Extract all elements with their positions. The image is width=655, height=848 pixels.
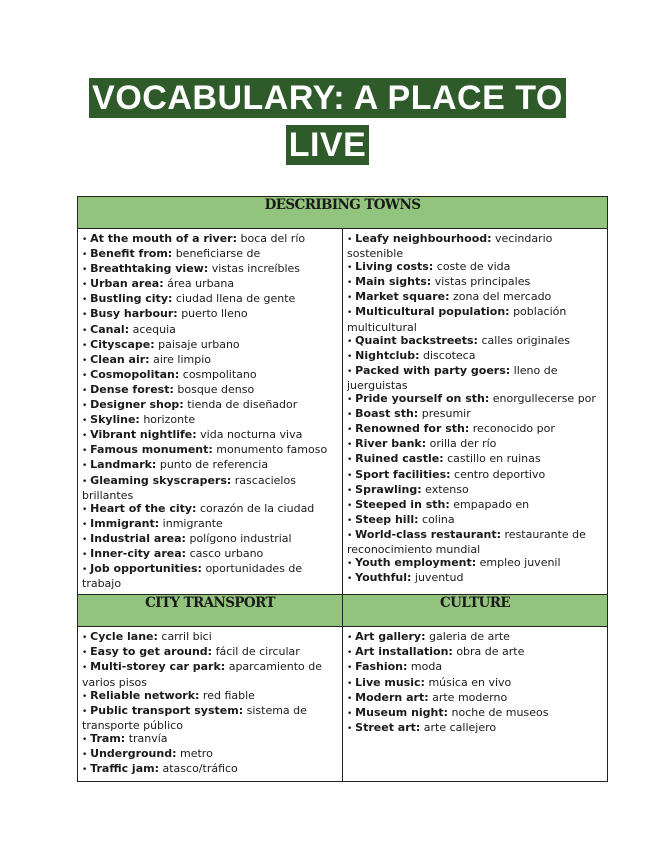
vocab-definition: inmigrante <box>162 516 223 530</box>
vocab-item <box>347 260 603 275</box>
describing-towns-left-cell <box>78 229 343 595</box>
bullet-icon: • <box>82 706 91 717</box>
vocab-definition: empapado en <box>453 497 530 511</box>
vocab-term: Boast sth: <box>355 407 419 421</box>
bullet-icon: • <box>82 250 91 261</box>
vocab-item <box>347 290 603 305</box>
vocab-item <box>82 323 338 338</box>
bullet-icon: • <box>347 500 356 511</box>
vocab-term: Steep hill: <box>355 512 419 526</box>
bullet-icon: • <box>82 476 91 487</box>
vocab-term: Heart of the city: <box>90 501 197 515</box>
vocab-definition: fácil de circular <box>215 645 300 659</box>
bullet-icon: • <box>347 336 356 347</box>
vocab-definition: corazón de la ciudad <box>199 501 315 515</box>
vocab-term: Market square: <box>355 290 450 304</box>
vocab-item <box>82 292 338 307</box>
vocab-item <box>82 368 338 383</box>
vocab-term: Nightclub: <box>355 348 420 362</box>
vocab-term: Breathtaking view: <box>90 262 209 276</box>
bullet-icon: • <box>82 340 91 351</box>
vocab-item <box>347 498 603 513</box>
vocab-item <box>347 630 603 645</box>
vocab-item <box>82 307 338 322</box>
vocab-definition: sistema de transporte público <box>82 703 307 732</box>
vocab-definition: aire limpio <box>153 352 212 366</box>
bullet-icon: • <box>82 750 91 760</box>
vocab-item <box>82 747 338 762</box>
vocab-term: Public transport system: <box>90 703 244 717</box>
vocab-term: Bustling city: <box>90 292 173 306</box>
vocab-definition: monumento famoso <box>216 443 328 457</box>
vocab-definition: beneficiarse de <box>175 247 261 261</box>
vocab-term: Landmark: <box>90 458 157 472</box>
vocab-definition: extenso <box>425 482 469 496</box>
vocab-item <box>347 676 603 691</box>
vocab-definition: ciudad llena de gente <box>175 292 296 306</box>
vocab-term: Vibrant nightlife: <box>90 428 197 442</box>
vocab-item <box>347 721 603 736</box>
bullet-icon: • <box>347 515 356 526</box>
bullet-icon: • <box>347 425 356 436</box>
vocab-definition: población multicultural <box>347 305 567 334</box>
bullet-icon: • <box>82 461 91 472</box>
bullet-icon: • <box>82 431 91 442</box>
bullet-icon: • <box>82 663 91 674</box>
vocab-definition: acequia <box>132 322 176 336</box>
vocab-definition: tienda de diseñador <box>187 398 298 412</box>
vocab-term: Gleaming skyscrapers: <box>90 473 232 487</box>
vocab-definition: red fiable <box>202 688 255 702</box>
bullet-icon: • <box>82 519 91 530</box>
vocab-term: Underground: <box>90 747 177 760</box>
vocab-item <box>347 437 603 452</box>
bullet-icon: • <box>82 370 91 381</box>
vocab-item <box>347 645 603 660</box>
title-line-2: LIVE <box>286 125 370 165</box>
vocab-item <box>82 762 338 777</box>
vocab-definition: área urbana <box>167 277 235 291</box>
vocab-term: Tram: <box>90 731 126 745</box>
bullet-icon: • <box>347 235 356 245</box>
bullet-icon: • <box>82 310 91 321</box>
vocab-term: Cycle lane: <box>90 630 158 644</box>
bullet-icon: • <box>82 325 91 336</box>
vocab-definition: paisaje urbano <box>158 337 240 351</box>
vocab-item <box>82 732 338 747</box>
page-title <box>0 78 655 165</box>
vocab-term: Urban area: <box>90 277 164 291</box>
vocab-term: Art gallery: <box>355 630 426 644</box>
vocab-term: Traffic jam: <box>90 762 159 776</box>
bullet-icon: • <box>347 366 356 377</box>
bullet-icon: • <box>82 265 91 276</box>
vocab-definition: tranvía <box>128 731 168 745</box>
bullet-icon: • <box>82 534 91 545</box>
vocab-item <box>347 556 603 571</box>
bullet-icon: • <box>347 455 356 466</box>
vocab-term: Designer shop: <box>90 398 184 412</box>
vocab-term: Main sights: <box>355 275 432 289</box>
bullet-icon: • <box>347 693 356 704</box>
vocab-item <box>82 660 338 688</box>
bullet-icon: • <box>347 574 356 585</box>
bullet-icon: • <box>82 549 91 560</box>
bullet-icon: • <box>82 385 91 396</box>
vocab-term: Quaint backstreets: <box>355 333 478 347</box>
culture-cell <box>343 627 608 782</box>
vocab-item <box>82 428 338 443</box>
vocab-definition: galeria de arte <box>429 630 510 644</box>
vocab-item <box>82 383 338 398</box>
bullet-icon: • <box>82 295 91 306</box>
bullet-icon: • <box>82 280 91 291</box>
bullet-icon: • <box>82 648 91 659</box>
vocab-definition: calles originales <box>481 333 570 347</box>
vocab-term: Youth employment: <box>355 556 477 570</box>
bullet-icon: • <box>347 485 356 496</box>
vocab-definition: horizonte <box>143 413 196 427</box>
vocab-item <box>347 691 603 706</box>
vocab-definition: vecindario sostenible <box>347 232 553 261</box>
culture-header: CULTURE <box>343 595 608 627</box>
vocab-term: Canal: <box>90 322 130 336</box>
vocab-item <box>347 706 603 721</box>
vocab-term: Leafy neighbourhood: <box>355 232 492 245</box>
vocab-definition: noche de museos <box>451 705 549 719</box>
vocab-definition: lleno de juerguistas <box>347 363 558 392</box>
vocab-definition: aparcamiento de varios pisos <box>82 660 323 689</box>
vocabulary-table <box>77 196 608 782</box>
vocab-item <box>347 275 603 290</box>
vocab-definition: empleo juvenil <box>479 556 561 570</box>
bullet-icon: • <box>82 734 91 745</box>
vocab-definition: discoteca <box>423 348 476 362</box>
bullet-icon: • <box>347 559 356 570</box>
vocab-item <box>347 422 603 437</box>
vocab-term: Sprawling: <box>355 482 422 496</box>
vocab-definition: casco urbano <box>189 546 264 560</box>
bullet-icon: • <box>82 633 91 644</box>
vocab-definition: arte moderno <box>432 690 508 704</box>
vocab-item <box>82 338 338 353</box>
vocab-definition: obra de arte <box>456 645 525 659</box>
vocab-term: Job opportunities: <box>90 562 202 576</box>
vocab-definition: carril bici <box>161 630 212 644</box>
vocab-item <box>347 483 603 498</box>
vocab-item <box>347 232 603 260</box>
describing-towns-left-list <box>82 232 338 590</box>
vocab-item <box>82 474 338 502</box>
vocab-term: Ruined castle: <box>355 452 444 466</box>
vocab-definition: vida nocturna viva <box>200 428 303 442</box>
vocab-item <box>82 704 338 732</box>
vocab-item <box>82 689 338 704</box>
vocab-term: At the mouth of a river: <box>90 232 237 245</box>
describing-towns-right-list <box>347 232 603 586</box>
vocab-term: Multi-storey car park: <box>90 660 226 674</box>
vocab-term: Famous monument: <box>90 443 213 457</box>
vocab-term: Busy harbour: <box>90 307 178 321</box>
bullet-icon: • <box>347 395 356 406</box>
vocab-term: Skyline: <box>90 413 140 427</box>
vocab-term: Modern art: <box>355 690 429 704</box>
vocab-definition: colina <box>422 512 455 526</box>
vocab-term: Living costs: <box>355 260 434 274</box>
vocab-item <box>82 232 338 247</box>
vocab-definition: moda <box>410 660 443 674</box>
vocab-term: Inner-city area: <box>90 546 187 560</box>
vocab-definition: puerto lleno <box>181 307 248 321</box>
bullet-icon: • <box>347 648 356 659</box>
vocab-term: Art installation: <box>355 645 453 659</box>
vocab-term: Fashion: <box>355 660 408 674</box>
vocab-definition: zona del mercado <box>453 290 552 304</box>
vocab-definition: metro <box>180 747 213 760</box>
bullet-icon: • <box>82 446 91 457</box>
bullet-icon: • <box>347 278 356 289</box>
city-transport-header: CITY TRANSPORT <box>78 595 343 627</box>
vocab-term: Easy to get around: <box>90 645 213 659</box>
bullet-icon: • <box>82 565 91 576</box>
vocab-definition: vistas increíbles <box>211 262 301 276</box>
bullet-icon: • <box>82 401 91 412</box>
bullet-icon: • <box>347 440 356 451</box>
vocab-definition: cosmpolitano <box>182 367 257 381</box>
vocab-item <box>82 247 338 262</box>
vocab-term: Pride yourself on sth: <box>355 392 490 406</box>
vocab-term: Clean air: <box>90 352 150 366</box>
vocab-term: Industrial area: <box>90 531 186 545</box>
vocab-definition: punto de referencia <box>159 458 269 472</box>
describing-towns-right-cell <box>343 229 608 595</box>
vocab-definition: coste de vida <box>436 260 511 274</box>
bullet-icon: • <box>347 678 356 689</box>
vocab-definition: enorgullecerse por <box>492 392 596 406</box>
vocab-item <box>82 645 338 660</box>
vocab-item <box>82 630 338 645</box>
vocab-term: Sport facilities: <box>355 467 451 481</box>
vocab-item <box>82 517 338 532</box>
vocab-item <box>82 262 338 277</box>
vocab-term: Packed with party goers: <box>355 363 511 377</box>
vocab-definition: música en vivo <box>428 675 512 689</box>
vocab-term: Dense forest: <box>90 382 174 396</box>
vocab-definition: centro deportivo <box>454 467 546 481</box>
describing-towns-header: DESCRIBING TOWNS <box>78 197 608 229</box>
vocab-term: Immigrant: <box>90 516 160 530</box>
vocab-item <box>82 443 338 458</box>
vocab-term: Live music: <box>355 675 425 689</box>
bullet-icon: • <box>347 351 356 362</box>
vocab-definition: reconocido por <box>472 422 555 436</box>
vocab-item <box>82 502 338 517</box>
vocab-item <box>82 458 338 473</box>
bullet-icon: • <box>82 355 91 366</box>
vocab-item <box>347 334 603 349</box>
city-transport-cell <box>78 627 343 782</box>
vocab-term: Benefit from: <box>90 247 173 261</box>
vocab-term: River bank: <box>355 437 427 451</box>
vocab-term: Youthful: <box>355 571 412 585</box>
vocab-definition: rascacielos brillantes <box>82 473 296 502</box>
vocab-term: Renowned for sth: <box>355 422 470 436</box>
vocab-definition: boca del río <box>240 232 306 245</box>
bullet-icon: • <box>347 470 356 481</box>
vocab-term: Cityscape: <box>90 337 155 351</box>
vocab-item <box>347 364 603 392</box>
vocab-item <box>347 660 603 675</box>
bullet-icon: • <box>82 765 91 776</box>
vocab-item <box>347 452 603 467</box>
city-transport-list <box>82 630 338 777</box>
vocab-item <box>82 277 338 292</box>
vocab-definition: atasco/tráfico <box>162 762 238 776</box>
vocab-term: Street art: <box>355 720 421 734</box>
bullet-icon: • <box>347 410 356 421</box>
bullet-icon: • <box>347 263 356 274</box>
vocab-definition: castillo en ruinas <box>447 452 541 466</box>
vocab-item <box>82 562 338 590</box>
bullet-icon: • <box>347 723 356 734</box>
vocab-definition: restaurante de reconocimiento mundial <box>347 527 586 556</box>
vocab-definition: bosque denso <box>177 382 255 396</box>
bullet-icon: • <box>347 708 356 719</box>
vocab-item <box>82 353 338 368</box>
vocab-item <box>347 407 603 422</box>
bullet-icon: • <box>82 504 91 515</box>
bullet-icon: • <box>347 663 356 674</box>
vocab-definition: orilla der río <box>429 437 497 451</box>
vocab-definition: juventud <box>414 571 464 585</box>
vocab-definition: presumir <box>421 407 471 421</box>
vocab-item <box>347 392 603 407</box>
vocab-item <box>347 528 603 556</box>
culture-list <box>347 630 603 736</box>
bullet-icon: • <box>82 416 91 427</box>
vocab-term: Museum night: <box>355 705 449 719</box>
vocab-item <box>82 547 338 562</box>
vocab-term: Steeped in sth: <box>355 497 450 511</box>
vocab-definition: oportunidades de trabajo <box>82 562 303 591</box>
vocab-term: Reliable network: <box>90 688 200 702</box>
vocab-definition: arte callejero <box>423 720 497 734</box>
bullet-icon: • <box>347 530 356 541</box>
vocab-item <box>347 513 603 528</box>
vocab-item <box>347 305 603 333</box>
bullet-icon: • <box>347 308 356 319</box>
vocab-definition: vistas principales <box>434 275 531 289</box>
vocab-term: Multicultural population: <box>355 305 510 319</box>
bullet-icon: • <box>347 633 356 644</box>
bullet-icon: • <box>82 235 91 245</box>
title-line-1: VOCABULARY: A PLACE TO <box>89 78 566 118</box>
vocab-item <box>347 349 603 364</box>
vocab-item <box>347 571 603 586</box>
vocab-term: Cosmopolitan: <box>90 367 180 381</box>
bullet-icon: • <box>347 293 356 304</box>
vocab-definition: polígono industrial <box>189 531 292 545</box>
vocab-item <box>347 468 603 483</box>
vocab-item <box>82 413 338 428</box>
vocab-item <box>82 532 338 547</box>
vocab-item <box>82 398 338 413</box>
bullet-icon: • <box>82 691 91 702</box>
vocab-term: World-class restaurant: <box>355 527 502 541</box>
